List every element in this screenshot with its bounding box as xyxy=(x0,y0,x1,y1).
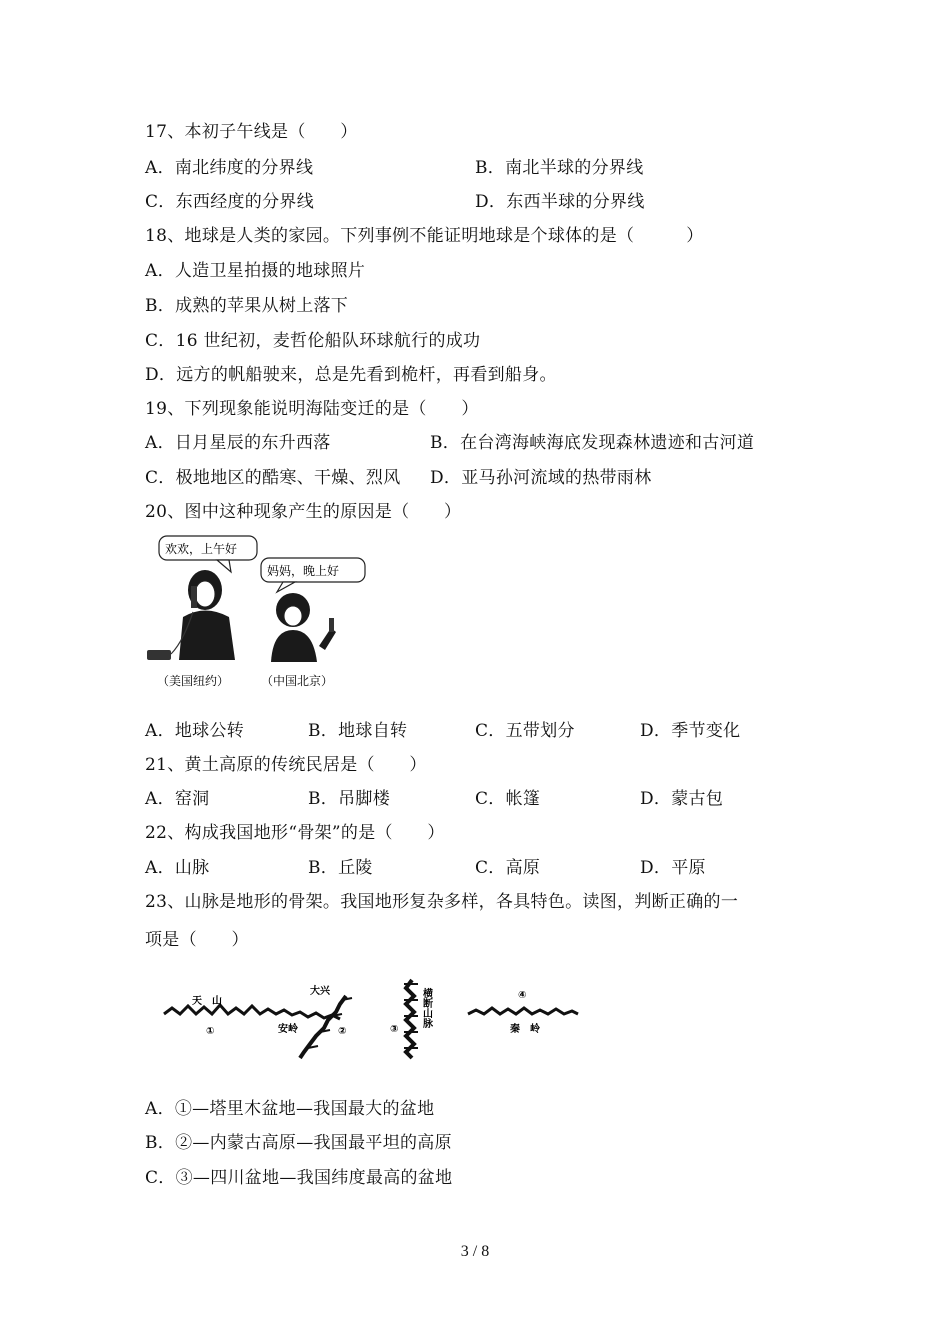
q17-stem: 17、本初子午线是（ ） xyxy=(145,122,358,142)
mountain-range-3 xyxy=(390,980,434,1058)
caption-new-york: （美国纽约） xyxy=(157,674,230,688)
q18-option-a: A．人造卫星拍摄的地球照片 xyxy=(145,261,366,281)
mountain-range-2 xyxy=(278,984,352,1058)
q21-option-c: C．帐篷 xyxy=(475,789,541,809)
woman-figure xyxy=(147,570,235,660)
q17-option-d: D．东西半球的分界线 xyxy=(475,192,645,212)
bubble-left-text: 欢欢，上午好 xyxy=(165,542,238,556)
q18-option-c: C．16 世纪初，麦哲伦船队环球航行的成功 xyxy=(145,331,481,351)
q23-option-b: B．②—内蒙古高原—我国最平坦的高原 xyxy=(145,1133,452,1153)
q19-option-b: B．在台湾海峡海底发现森林遗迹和古河道 xyxy=(430,433,755,453)
q17-option-a: A．南北纬度的分界线 xyxy=(145,158,314,178)
q21-option-b: B．吊脚楼 xyxy=(308,789,390,809)
mountain-1-number: ① xyxy=(206,1026,215,1037)
page-number: 3 / 8 xyxy=(460,1243,490,1260)
mountain-2-label-top: 大兴 xyxy=(310,986,330,997)
phone-call-illustration xyxy=(143,532,368,694)
mountain-1-label: 天 山 xyxy=(192,996,222,1007)
mountain-2-label-bottom: 安岭 xyxy=(278,1024,298,1035)
q23-stem-line2: 项是（ ） xyxy=(145,930,249,950)
q18-option-d: D．远方的帆船驶来，总是先看到桅杆，再看到船身。 xyxy=(145,365,557,385)
q19-option-a: A．日月星辰的东升西落 xyxy=(145,433,331,453)
q22-option-a: A．山脉 xyxy=(145,858,210,878)
q17-option-c: C．东西经度的分界线 xyxy=(145,192,315,212)
q21-stem: 21、黄土高原的传统民居是（ ） xyxy=(145,755,427,775)
q19-option-c: C．极地地区的酷寒、干燥、烈风 xyxy=(145,468,401,488)
q23-option-a: A．①—塔里木盆地—我国最大的盆地 xyxy=(145,1099,435,1119)
q22-option-b: B．丘陵 xyxy=(308,858,373,878)
q20-option-b: B．地球自转 xyxy=(308,721,408,741)
q23-stem-line1: 23、山脉是地形的骨架。我国地形复杂多样，各具特色。读图，判断正确的一 xyxy=(145,892,739,912)
q22-stem: 22、构成我国地形“骨架”的是（ ） xyxy=(145,823,445,843)
bubble-right-text: 妈妈，晚上好 xyxy=(267,564,340,578)
q20-option-a: A．地球公转 xyxy=(145,721,245,741)
mountain-4-label: 秦 岭 xyxy=(510,1024,540,1035)
q20-stem: 20、图中这种现象产生的原因是（ ） xyxy=(145,502,462,522)
mountain-2-number: ② xyxy=(338,1026,347,1037)
mountain-3-label: 横断山脉 xyxy=(420,988,432,1028)
mountain-ranges-figure xyxy=(160,970,580,1065)
caption-beijing: （中国北京） xyxy=(261,674,334,688)
q17-option-b: B．南北半球的分界线 xyxy=(475,158,644,178)
mountain-3-number: ③ xyxy=(390,1024,399,1035)
mountain-range-1 xyxy=(164,994,340,1037)
q21-option-d: D．蒙古包 xyxy=(640,789,724,809)
mountain-4-number: ④ xyxy=(518,990,527,1001)
q19-option-d: D．亚马孙河流域的热带雨林 xyxy=(430,468,652,488)
q22-option-d: D．平原 xyxy=(640,858,706,878)
q19-stem: 19、下列现象能说明海陆变迁的是（ ） xyxy=(145,399,479,419)
q21-option-a: A．窑洞 xyxy=(145,789,210,809)
child-figure xyxy=(271,593,336,662)
mountain-range-4 xyxy=(468,990,578,1035)
q22-option-c: C．高原 xyxy=(475,858,541,878)
q23-option-c: C．③—四川盆地—我国纬度最高的盆地 xyxy=(145,1168,453,1188)
q20-option-c: C．五带划分 xyxy=(475,721,575,741)
q18-option-b: B．成熟的苹果从树上落下 xyxy=(145,296,349,316)
q20-option-d: D．季节变化 xyxy=(640,721,741,741)
q18-stem: 18、地球是人类的家园。下列事例不能证明地球是个球体的是（ ） xyxy=(145,226,704,246)
